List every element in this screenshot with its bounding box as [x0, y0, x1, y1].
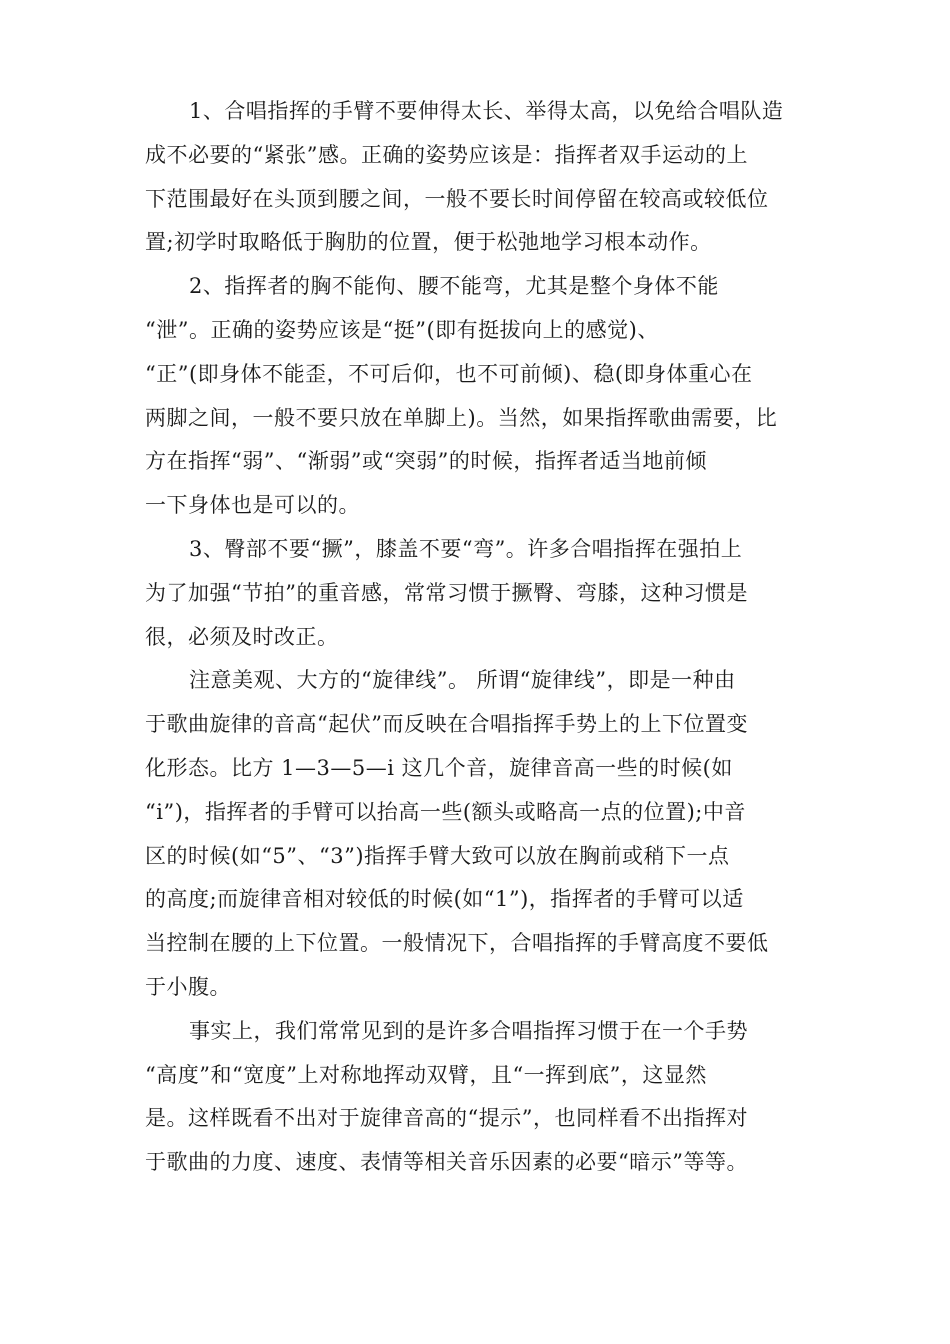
text-line: 为了加强“节拍”的重音感，常常习惯于撅臀、弯膝，这种习惯是 — [145, 580, 748, 605]
text-line: 于歌曲的力度、速度、表情等相关音乐因素的必要“暗示”等等。 — [145, 1150, 748, 1175]
text-line: 化形态。比方 1—3—5—i 这几个音，旋律音高一些的时候(如 — [145, 755, 733, 780]
text-line: 于歌曲旋律的音高“起伏”而反映在合唱指挥手势上的上下位置变 — [145, 712, 748, 737]
text-line: 于小腹。 — [145, 974, 231, 999]
text-line: 区的时候(如“5”、“3”)指挥手臂大致可以放在胸前或稍下一点 — [145, 843, 730, 868]
text-line: 1、合唱指挥的手臂不要伸得太长、举得太高，以免给合唱队造 — [189, 99, 784, 123]
text-line: 方在指挥“弱”、“渐弱”或“突弱”的时候，指挥者适当地前倾 — [145, 449, 707, 474]
text-line: 注意美观、大方的“旋律线”。 所谓“旋律线”，即是一种由 — [189, 668, 736, 693]
text-line: “i”)，指挥者的手臂可以抬高一些(额头或略高一点的位置);中音 — [145, 799, 746, 824]
text-line: 事实上，我们常常见到的是许多合唱指挥习惯于在一个手势 — [189, 1018, 748, 1043]
text-line: 下范围最好在头顶到腰之间，一般不要长时间停留在较高或较低位 — [145, 186, 769, 211]
paragraph-3 — [145, 528, 810, 659]
text-line: 当控制在腰的上下位置。一般情况下，合唱指挥的手臂高度不要低 — [145, 931, 769, 956]
text-line: 两脚之间，一般不要只放在单脚上)。当然，如果指挥歌曲需要，比 — [145, 405, 778, 430]
text-line: 是。这样既看不出对于旋律音高的“提示”，也同样看不出指挥对 — [145, 1106, 748, 1131]
text-line: 很，必须及时改正。 — [145, 624, 339, 649]
text-line: “高度”和“宽度”上对称地挥动双臂，且“一挥到底”，这显然 — [145, 1062, 707, 1087]
text-line: 一下身体也是可以的。 — [145, 493, 360, 518]
text-line: 2、指挥者的胸不能佝、腰不能弯，尤其是整个身体不能 — [189, 274, 719, 299]
text-line: 置;初学时取略低于胸肋的位置，便于松弛地学习根本动作。 — [145, 230, 712, 255]
document-body — [145, 90, 810, 1185]
paragraph-4 — [145, 659, 810, 1009]
text-line: 的高度;而旋律音相对较低的时候(如“1”)，指挥者的手臂可以适 — [145, 887, 744, 912]
paragraph-1 — [145, 90, 810, 265]
text-line: “泄”。正确的姿势应该是“挺”(即有挺拔向上的感觉)、 — [145, 317, 659, 342]
text-line: “正”(即身体不能歪，不可后仰，也不可前倾)、稳(即身体重心在 — [145, 361, 753, 386]
paragraph-5 — [145, 1010, 810, 1185]
paragraph-2 — [145, 265, 810, 528]
text-line: 成不必要的“紧张”感。正确的姿势应该是：指挥者双手运动的上 — [145, 142, 748, 167]
text-line: 3、臀部不要“撅”，膝盖不要“弯”。许多合唱指挥在强拍上 — [189, 536, 743, 561]
